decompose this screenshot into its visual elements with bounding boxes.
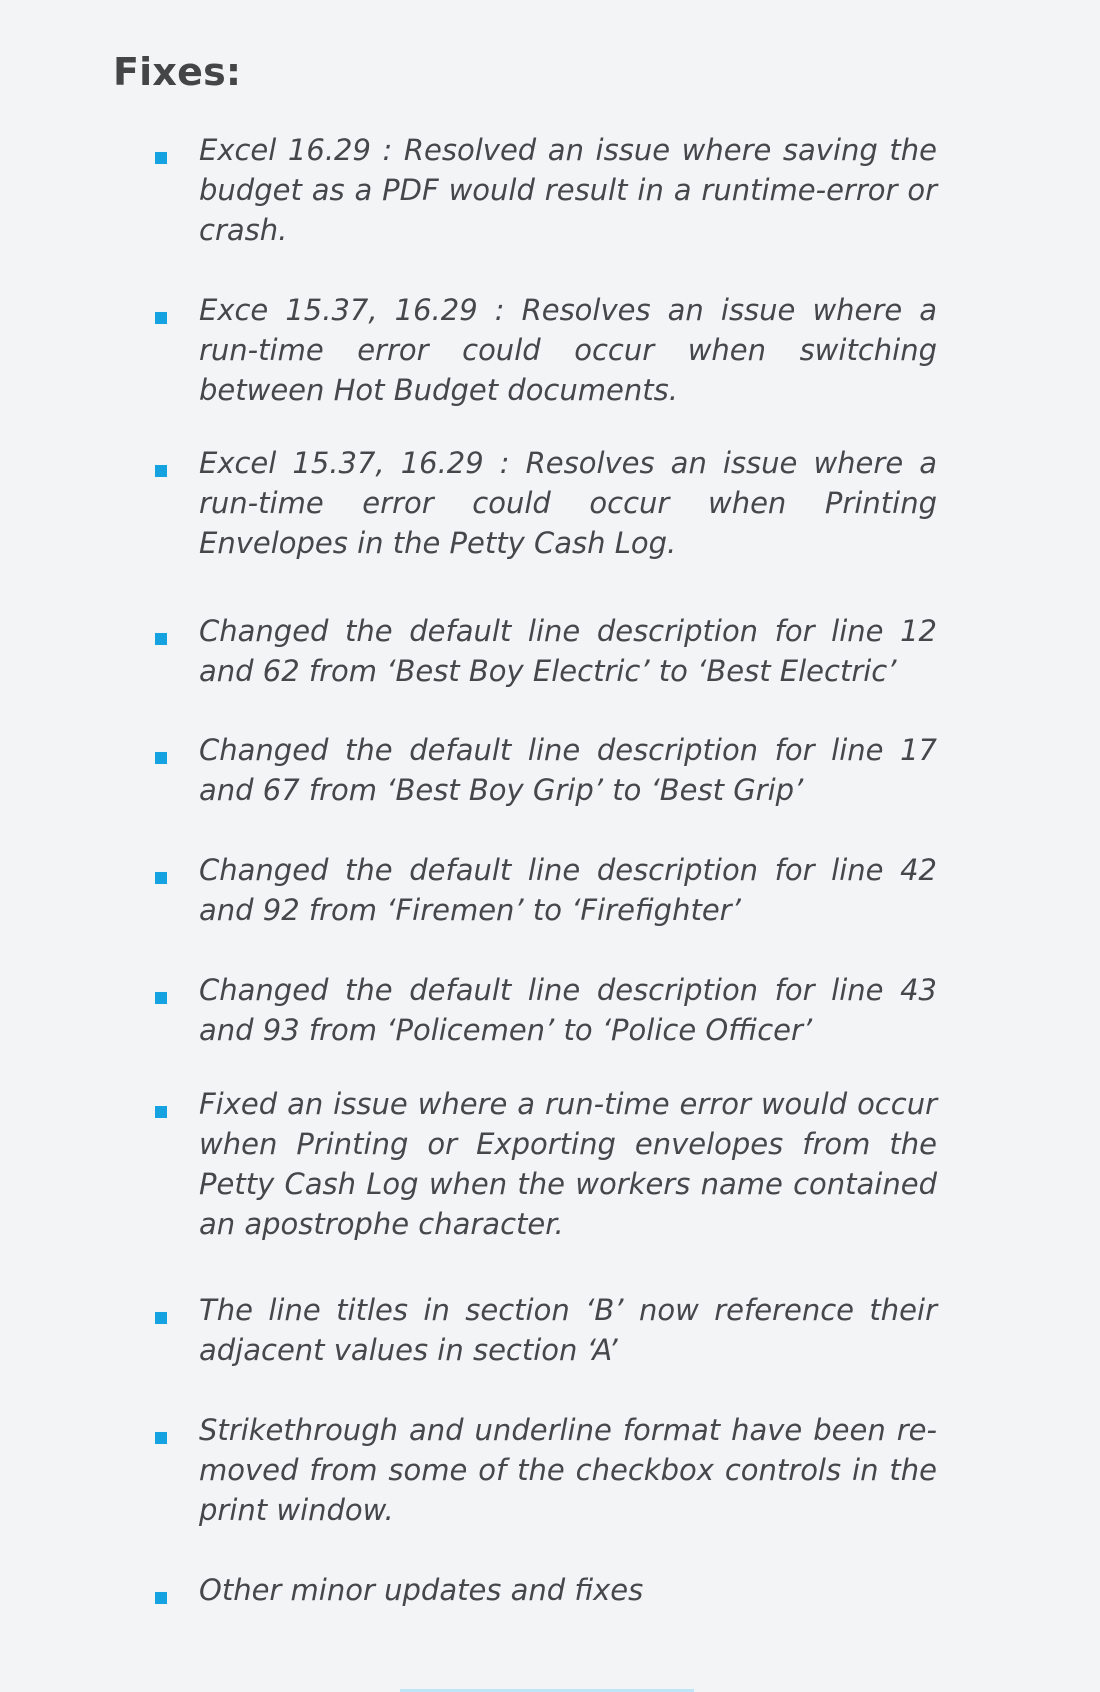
- section-heading: Fixes:: [113, 50, 242, 94]
- square-bullet-icon: [155, 872, 167, 884]
- square-bullet-icon: [155, 1312, 167, 1324]
- square-bullet-icon: [155, 633, 167, 645]
- square-bullet-icon: [155, 465, 167, 477]
- square-bullet-icon: [155, 312, 167, 324]
- fix-text: Other minor updates and fixes: [199, 1573, 644, 1607]
- fix-text: Changed the default line description for line 17 and 67 from ‘Best Boy Grip’ to ‘Best Grip’: [199, 733, 937, 807]
- fix-text: Excel 15.37, 16.29 : Resolves an issue where a run-time error could occur when Printing Envelopes in the Petty Cash Log.: [199, 446, 937, 560]
- square-bullet-icon: [155, 992, 167, 1004]
- fix-text: Exce 15.37, 16.29 : Resolves an issue where a run-time error could occur when switching between Hot Budget documents.: [199, 293, 937, 407]
- fix-text: Changed the default line description for line 43 and 93 from ‘Policemen’ to ‘Police Officer’: [199, 973, 937, 1047]
- fix-text: Excel 16.29 : Resolved an issue where saving the budget as a PDF would result in a runtime-error or crash.: [199, 133, 937, 247]
- square-bullet-icon: [155, 1592, 167, 1604]
- fix-text: The line titles in section ‘B’ now reference their adjacent values in section ‘A’: [199, 1293, 937, 1367]
- fix-text: Changed the default line description for line 42 and 92 from ‘Firemen’ to ‘Firefighter’: [199, 853, 937, 927]
- square-bullet-icon: [155, 1432, 167, 1444]
- square-bullet-icon: [155, 1106, 167, 1118]
- fix-text: Changed the default line description for line 12 and 62 from ‘Best Boy Electric’ to ‘Best Electric’: [199, 614, 937, 688]
- fix-text: Strikethrough and underline format have been removed from some of the checkbox controls in the print window.: [199, 1413, 937, 1527]
- square-bullet-icon: [155, 152, 167, 164]
- fix-text: Fixed an issue where a run-time error would occur when Printing or Exporting envelopes from the Petty Cash Log when the workers name contained an apostrophe character.: [199, 1087, 937, 1241]
- square-bullet-icon: [155, 752, 167, 764]
